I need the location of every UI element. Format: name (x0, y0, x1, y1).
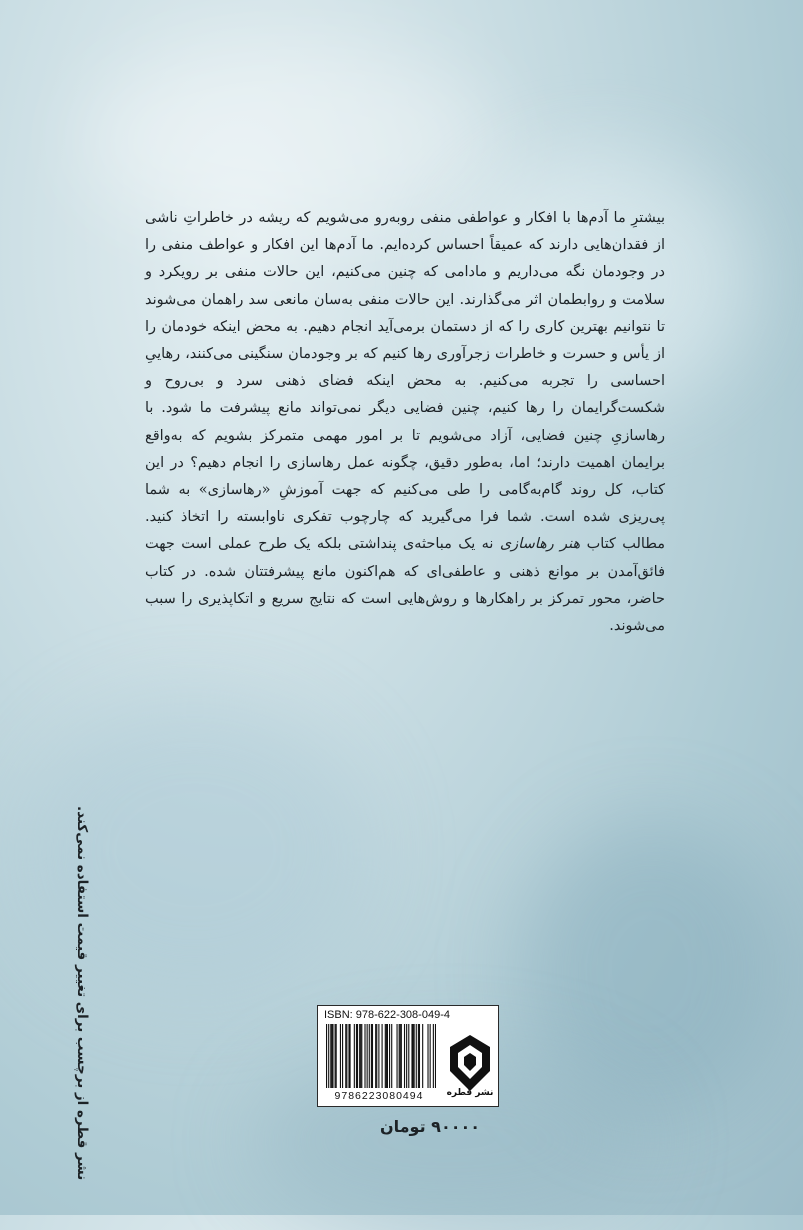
barcode-bar (375, 1024, 376, 1088)
barcode-bar (367, 1024, 368, 1088)
barcode-bar (372, 1024, 373, 1088)
barcode-bar (359, 1024, 360, 1088)
barcode-bar (371, 1024, 372, 1088)
price-label-notice: نشر قطره از برچسب برای تغییر قیمت استفاده نمی‌کند. (74, 805, 90, 1180)
barcode-bar (335, 1024, 336, 1088)
barcode-bar (422, 1024, 423, 1088)
barcode-bar (361, 1024, 362, 1088)
price: ۹۰۰۰۰ تومان (379, 1117, 480, 1136)
barcode-bar (357, 1024, 358, 1088)
barcode-bar (356, 1024, 357, 1088)
barcode-bar (416, 1024, 417, 1088)
barcode-bar (326, 1024, 327, 1088)
barcode-bar (328, 1024, 329, 1088)
barcode-bar (331, 1024, 332, 1088)
barcode-bar (364, 1024, 365, 1088)
barcode-bar (411, 1024, 412, 1088)
barcode-bar (433, 1024, 434, 1088)
barcode-bar (345, 1024, 346, 1088)
publisher-name: نشر قطره (446, 1088, 494, 1098)
barcode-bar (399, 1024, 400, 1088)
barcode-bar (340, 1024, 341, 1088)
barcode-bar (350, 1024, 351, 1088)
blurb-paragraph-2: نه یک مباحثه‌ی پنداشتی بلکه یک طرح عملی است جهت فائق‌آمدن بر موانع ذهنی و عاطفی‌ای که هم‌اکنون مانع پیشرفتتان شده. در کتاب حاضر، محور تمرکز بر راهکارها و روش‌هایی است که نتایج سریع و اتکاپذیری را سبب می‌شوند. (145, 536, 665, 635)
barcode-bar (419, 1024, 420, 1088)
barcode-bar (435, 1024, 436, 1088)
barcode-bar (330, 1024, 331, 1088)
barcode-bar (354, 1024, 355, 1088)
blurb-paragraph-1: بیشترِ ما آدم‌ها با افکار و عواطفی منفی رو‌به‌رو می‌شویم که ریشه در خاطراتِ ناشی از فقدان‌هایی دارند که عمیقاً احساس کرده‌ایم. ما آدم‌ها این افکار و عواطف منفی را در وجودمان نگه می‌داریم و مادامی که چنین می‌کنیم، این حالات منفی بر رویکرد و سلامت و روابطمان اثر می‌گذارند. این حالات منفی به‌سان مانعی سد راهمان می‌شوند تا نتوانیم بهترین کاری را که از دستمان برمی‌آید انجام دهیم. به محض اینکه خودمان را از یأس و حسرت و خاطرات زجرآوری رها کنیم که بر وجودمان سنگینی می‌کنند، رهاییِ احساسی را تجربه می‌کنیم. به محض اینکه فضای ذهنی سرد و بی‌روح و شکست‌گرایمان را رها کنیم، چنین فضایی دیگر نمی‌تواند مانع پیشرفت ما شود. با رهاسازیِ چنین فضایی، آزاد می‌شویم تا بر امور مهمی متمرکز بشویم که به‌واقع برایمان اهمیت دارند؛ اما، به‌طور دقیق، چگونه عمل رهاسازی را انجام دهیم؟ در این کتاب، کل روند گام‌به‌گامی را طی می‌کنیم که جهت آموزشِ «رهاسازی» به شما پی‌ریزی شده است. شما فرا می‌گیرید که چارچوب تفکری ناوابسته را اتخاذ کنید. مطالب کتاب (145, 210, 666, 553)
barcode-bar (342, 1024, 343, 1088)
barcode-bar (406, 1024, 407, 1088)
barcode-bar (413, 1024, 414, 1088)
barcode-bar (391, 1024, 392, 1088)
barcode-digits: 9786223080494 (334, 1090, 424, 1102)
barcode-bar (385, 1024, 386, 1088)
barcode-bar (386, 1024, 387, 1088)
barcode-bars (326, 1024, 436, 1090)
book-title-italic: هنر رهاسازی (499, 536, 581, 553)
barcode-bar (427, 1024, 428, 1088)
barcode-bar (401, 1024, 402, 1088)
barcode-bar (348, 1024, 349, 1088)
barcode-bar (332, 1024, 333, 1088)
barcode-bar (396, 1024, 397, 1088)
barcode-bar (376, 1024, 377, 1088)
barcode-bar (336, 1024, 337, 1088)
barcode-bar (360, 1024, 361, 1088)
barcode-bar (408, 1024, 409, 1088)
barcode-bar (414, 1024, 415, 1088)
isbn-number: ISBN: 978-622-308-049-4 (324, 1009, 450, 1021)
barcode-bar (387, 1024, 388, 1088)
barcode-bar (430, 1024, 431, 1088)
barcode-box (317, 1005, 499, 1107)
barcode-bar (418, 1024, 419, 1088)
barcode-bar (369, 1024, 370, 1088)
barcode-bar (382, 1024, 383, 1088)
barcode-bar (389, 1024, 390, 1088)
barcode-bar (346, 1024, 347, 1088)
barcode-bar (378, 1024, 379, 1088)
barcode-bar (400, 1024, 401, 1088)
back-cover-blurb (145, 205, 665, 640)
barcode-bar (404, 1024, 405, 1088)
